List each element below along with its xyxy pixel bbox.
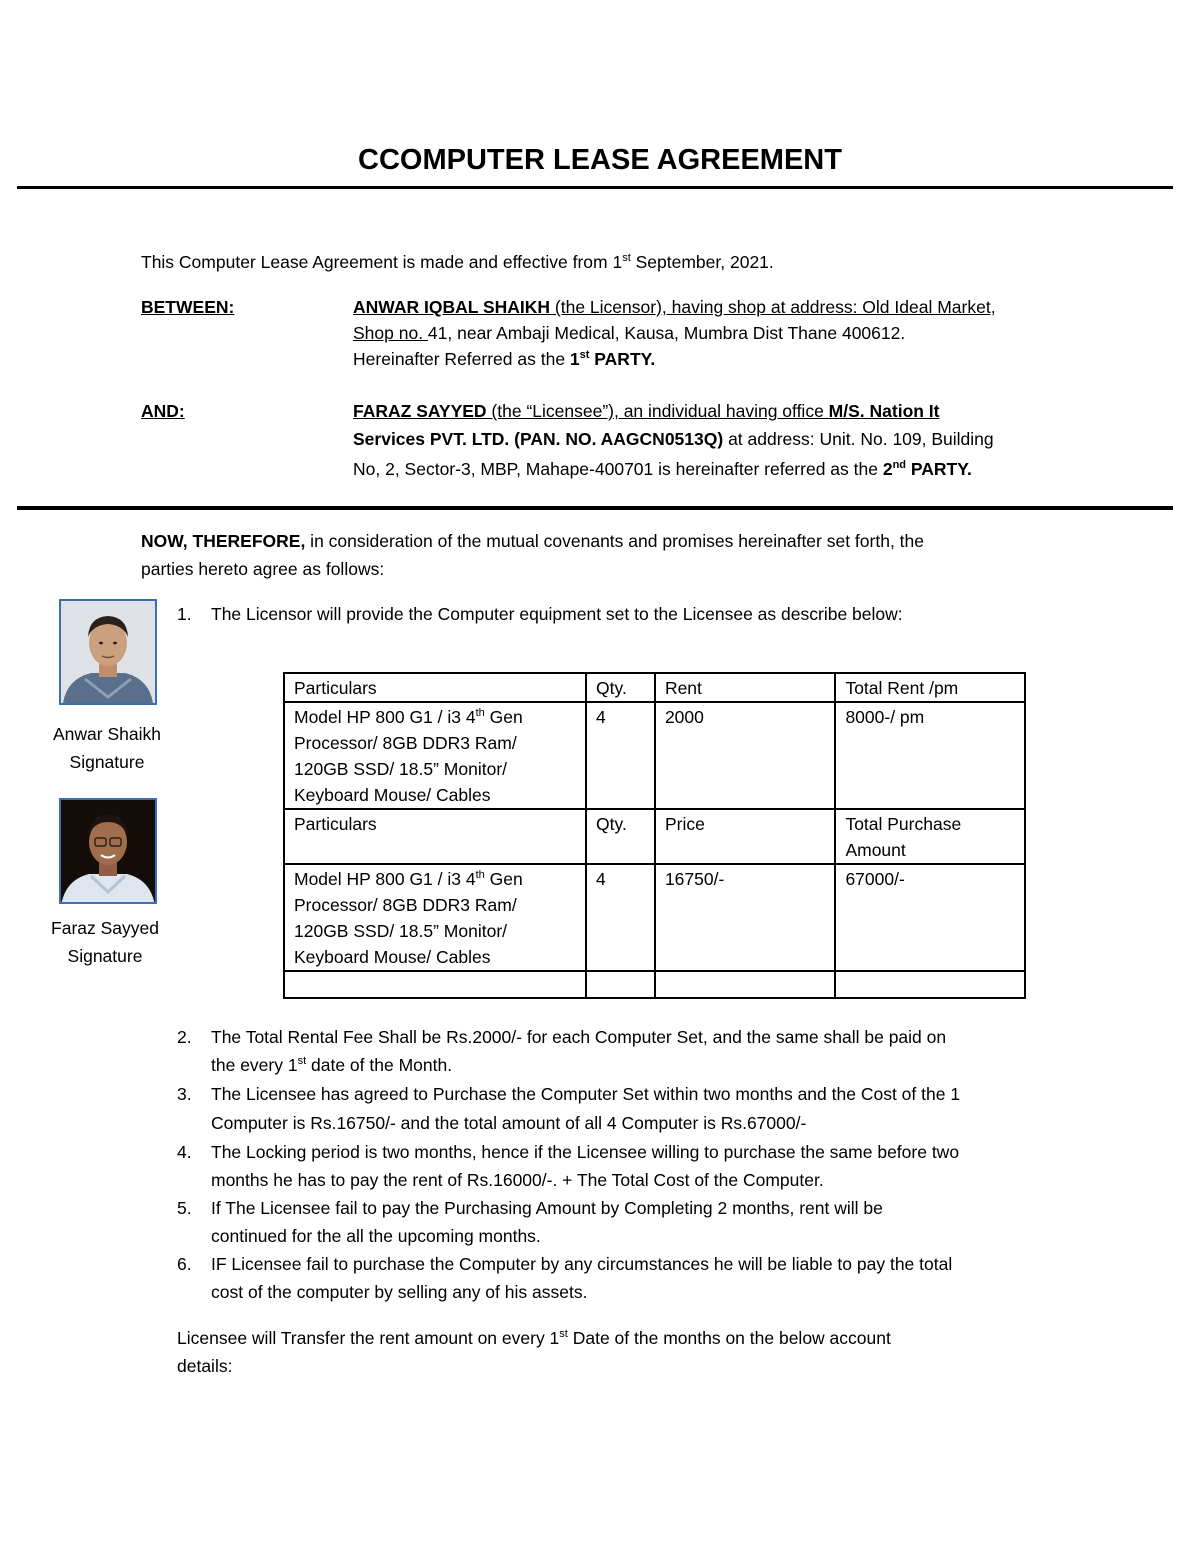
title-divider [17,186,1173,189]
description-line: 120GB SSD/ 18.5” Monitor/ [294,759,508,779]
clause-number: 6. [177,1254,192,1274]
licensee-company-1: M/S. Nation It [828,401,940,421]
clause-text: IF Licensee fail to purchase the Computer by any circumstances he will be liable to pay the total [211,1254,953,1274]
equipment-table [283,672,1026,999]
licensee-desc-1: (the “Licensee”), an individual having office [486,401,829,421]
clause-text: The Total Rental Fee Shall be Rs.2000/- for each Computer Set, and the same shall be paid on [211,1027,947,1047]
clause-number: 5. [177,1198,192,1218]
table-row [284,702,1025,809]
description-line: Processor/ 8GB DDR3 Ram/ [294,895,517,915]
clause-text: The Licensee has agreed to Purchase the Computer Set within two months and the Cost of the 1 [211,1084,961,1104]
party-sup-1: st [579,349,590,361]
intro-text: This Computer Lease Agreement is made and effective from 1 [141,252,623,272]
licensor-address-2: 41, near Ambaji Medical, Kausa, Mumbra Dist Thane 400612. [427,323,906,343]
licensee-address-1: at address: Unit. No. 109, Building [723,429,994,449]
table-header-cell: Qty. [586,673,655,702]
clause-text: cost of the computer by selling any of his assets. [211,1282,588,1302]
party-label-1: PARTY. [589,349,656,369]
licensor-line-2 [353,320,905,346]
clause-number: 1. [177,604,192,624]
table-cell-empty [284,971,586,998]
clause-text: months he has to pay the rent of Rs.16000/-. + The Total Cost of the Computer. [211,1170,824,1190]
licensee-name: FARAZ SAYYED [353,401,487,421]
table-header-cell: Total Rent /pm [835,673,1025,702]
licensor-referred: Hereinafter Referred as the [353,349,570,369]
table-row [284,673,1025,702]
therefore-line-2: parties hereto agree as follows: [141,559,385,579]
table-cell-description [284,864,586,971]
intro-sup: st [622,252,631,264]
anwar-shaikh-photo [59,599,157,705]
table-header-cell: Particulars [284,673,586,702]
table-header-cell [835,809,1025,864]
table-cell-empty [655,971,836,998]
licensor-line-1 [353,294,996,320]
clause-text: The Locking period is two months, hence if the Licensee willing to purchase the same before two [211,1142,960,1162]
between-label: BETWEEN: [141,297,235,317]
table-cell-qty: 4 [586,864,655,971]
closing-paragraph [177,1324,891,1380]
description-line: Keyboard Mouse/ Cables [294,785,491,805]
table-cell-total: 8000-/ pm [835,702,1025,809]
licensor-address-1: (the Licensor), having shop at address: Old Ideal Market, [550,297,996,317]
table-cell-rent: 2000 [655,702,836,809]
description-line: 120GB SSD/ 18.5” Monitor/ [294,921,508,941]
description-line: Keyboard Mouse/ Cables [294,947,491,967]
clause-text: Computer is Rs.16750/- and the total amount of all 4 Computer is Rs.67000/- [211,1113,807,1133]
table-row [284,864,1025,971]
licensor-shop: Shop no. [353,323,428,343]
table-header-cell: Rent [655,673,836,702]
parties-divider [17,506,1173,510]
table-cell-description [284,702,586,809]
licensor-line-3 [353,346,655,372]
table-cell-qty: 4 [586,702,655,809]
clause-text: The Licensor will provide the Computer equipment set to the Licensee as describe below: [211,604,903,624]
signatory-name-faraz: Faraz Sayyed [51,918,159,938]
therefore-bold: NOW, THEREFORE, [141,531,306,551]
table-cell-empty [835,971,1025,998]
party-label-2: PARTY. [906,459,972,479]
intro-date: September, 2021. [630,252,774,272]
licensor-name: ANWAR IQBAL SHAIKH [353,297,551,317]
header-line: Amount [845,840,906,860]
and-label: AND: [141,401,185,421]
clause-text: the every 1st date of the Month. [211,1055,453,1075]
signature-label-anwar: Signature [69,752,145,772]
closing-line: details: [177,1356,233,1376]
closing-line: Licensee will Transfer the rent amount on every 1st Date of the months on the below account [177,1328,891,1348]
intro-paragraph [141,249,774,275]
table-header-cell: Price [655,809,836,864]
document-title: CCOMPUTER LEASE AGREEMENT [358,144,842,176]
description-line: Model HP 800 G1 / i3 4th Gen [294,869,523,889]
table-row-empty [284,971,1025,998]
licensee-line-1 [353,398,940,424]
table-cell-total: 67000/- [835,864,1025,971]
therefore-text: in consideration of the mutual covenants and promises hereinafter set forth, the [305,531,924,551]
anwar-signature-block [47,720,167,776]
party-sup-2: nd [892,459,907,471]
table-cell-price: 16750/- [655,864,836,971]
licensee-line-2 [353,426,994,452]
signatory-name-anwar: Anwar Shaikh [53,724,161,744]
therefore-line-1 [141,528,924,554]
licensee-address-2: No, 2, Sector-3, MBP, Mahape-400701 is hereinafter referred as the [353,459,883,479]
table-row [284,809,1025,864]
clause-number: 3. [177,1084,192,1104]
clause-text: continued for the all the upcoming months. [211,1226,541,1246]
signature-label-faraz: Signature [67,946,143,966]
party-number-1: 1 [569,349,580,369]
clause-text: If The Licensee fail to pay the Purchasing Amount by Completing 2 months, rent will be [211,1198,883,1218]
party-number-2: 2 [882,459,893,479]
clause-number: 2. [177,1027,192,1047]
faraz-sayyed-photo [59,798,157,904]
table-header-cell: Particulars [284,809,586,864]
header-line: Total Purchase [845,814,962,834]
table-cell-empty [586,971,655,998]
licensee-company-2: Services PVT. LTD. (PAN. NO. AAGCN0513Q) [353,429,724,449]
table-header-cell: Qty. [586,809,655,864]
licensee-line-3 [353,456,972,482]
description-line: Model HP 800 G1 / i3 4th Gen [294,707,523,727]
faraz-signature-block [45,914,165,970]
description-line: Processor/ 8GB DDR3 Ram/ [294,733,517,753]
clause-number: 4. [177,1142,192,1162]
